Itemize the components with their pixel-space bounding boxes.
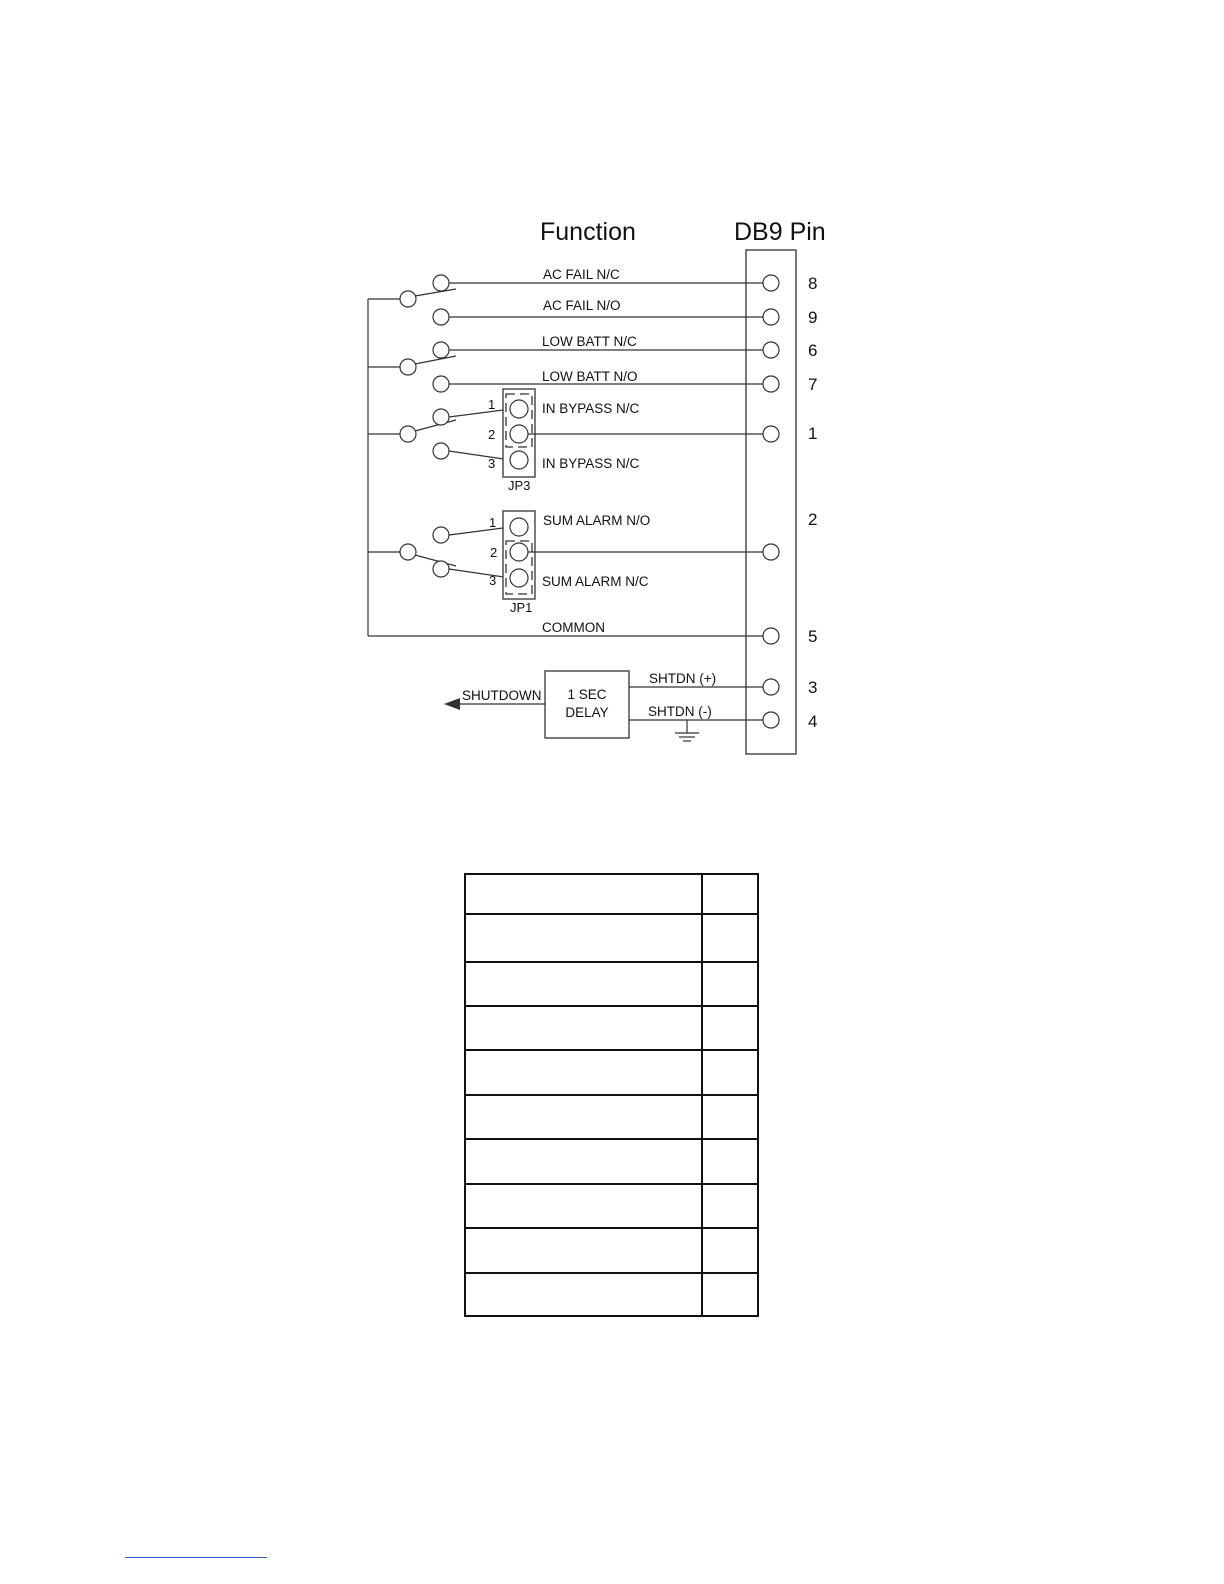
table-cell	[702, 1228, 758, 1273]
db9-pin-2-contact	[763, 544, 779, 560]
table-cell	[702, 1006, 758, 1050]
jp3-pin-1	[510, 400, 528, 418]
table-row	[465, 1139, 758, 1184]
table-cell	[702, 962, 758, 1006]
table-cell	[702, 1139, 758, 1184]
table-cell	[465, 1139, 702, 1184]
table-cell	[702, 1184, 758, 1228]
label-shtdn-minus: SHTDN (-)	[648, 704, 712, 719]
table-cell	[465, 1095, 702, 1139]
table-cell	[465, 962, 702, 1006]
jp1-label: JP1	[510, 600, 533, 615]
table-row	[465, 874, 758, 914]
table-cell	[702, 1095, 758, 1139]
low-batt-no-contact	[433, 376, 449, 392]
pin-number-3: 3	[808, 678, 818, 697]
label-shutdown: SHUTDOWN	[462, 688, 542, 703]
pin-number-4: 4	[808, 712, 818, 731]
jp3-pin-3	[510, 451, 528, 469]
pin-number-6: 6	[808, 341, 818, 360]
in-bypass-contact-a	[433, 409, 449, 425]
label-shtdn-plus: SHTDN (+)	[649, 671, 717, 686]
table-cell	[702, 874, 758, 914]
jp3-pin-2	[510, 425, 528, 443]
jp1-pin-1-label: 1	[489, 515, 497, 530]
sum-alarm-contact-b	[433, 561, 449, 577]
label-sum-alarm-nc: SUM ALARM N/C	[542, 574, 649, 589]
db9-pin-9-contact	[763, 309, 779, 325]
sum-alarm-contact-a	[433, 527, 449, 543]
pin-number-5: 5	[808, 627, 818, 646]
table-cell	[465, 874, 702, 914]
pin-number-8: 8	[808, 274, 818, 293]
ac-fail-no-contact	[433, 309, 449, 325]
db9-pin-6-contact	[763, 342, 779, 358]
pin-number-9: 9	[808, 308, 818, 327]
ac-fail-nc-contact	[433, 275, 449, 291]
table-cell	[465, 914, 702, 962]
label-ac-fail-no: AC FAIL N/O	[543, 298, 621, 313]
sum-alarm-common-contact	[400, 544, 416, 560]
delay-line-2: DELAY	[565, 705, 609, 720]
table-row	[465, 1273, 758, 1316]
jp1-pin-2-label: 2	[490, 545, 498, 560]
table-cell	[465, 1050, 702, 1095]
jp3-pin-1-label: 1	[488, 397, 496, 412]
table-row	[465, 1184, 758, 1228]
pin-number-1: 1	[808, 424, 818, 443]
db9-pin-4-contact	[763, 712, 779, 728]
jp3-label: JP3	[508, 478, 531, 493]
low-batt-nc-contact	[433, 342, 449, 358]
jp1-pin-2	[510, 543, 528, 561]
pin-function-table	[464, 873, 759, 1317]
jp3-pin-2-label: 2	[488, 427, 496, 442]
table-cell	[702, 914, 758, 962]
pin-number-7: 7	[808, 375, 818, 394]
shutdown-arrow-icon	[444, 698, 460, 710]
table-row	[465, 1095, 758, 1139]
label-ac-fail-nc: AC FAIL N/C	[543, 267, 620, 282]
in-bypass-contact-b	[433, 443, 449, 459]
table-row	[465, 962, 758, 1006]
label-sum-alarm-no: SUM ALARM N/O	[543, 513, 651, 528]
db9-pin-8-contact	[763, 275, 779, 291]
common-bus	[368, 299, 400, 636]
db9-pin-header: DB9 Pin	[734, 218, 826, 246]
delay-line-1: 1 SEC	[567, 687, 607, 702]
table-row	[465, 1050, 758, 1095]
low-batt-common-contact	[400, 359, 416, 375]
in-bypass-common-contact	[400, 426, 416, 442]
label-low-batt-no: LOW BATT N/O	[542, 369, 638, 384]
jp1-pin-1	[510, 518, 528, 536]
table-cell	[702, 1050, 758, 1095]
table-row	[465, 914, 758, 962]
label-common: COMMON	[542, 620, 605, 635]
label-low-batt-nc: LOW BATT N/C	[542, 334, 637, 349]
function-header: Function	[540, 218, 636, 246]
label-in-bypass-bottom: IN BYPASS N/C	[542, 456, 640, 471]
low-batt-relay	[400, 342, 763, 392]
ac-fail-common-contact	[400, 291, 416, 307]
db9-pin-5-contact	[763, 628, 779, 644]
table-cell	[702, 1273, 758, 1316]
jp1-pin-3	[510, 569, 528, 587]
table-row	[465, 1228, 758, 1273]
jp3-pin-3-label: 3	[488, 456, 496, 471]
db9-pin-1-contact	[763, 426, 779, 442]
table-cell	[465, 1228, 702, 1273]
footer-link-underline[interactable]	[125, 1557, 267, 1558]
jp1-pin-3-label: 3	[489, 573, 497, 588]
table-cell	[465, 1006, 702, 1050]
pin-number-2: 2	[808, 510, 818, 529]
table-cell	[465, 1184, 702, 1228]
db9-pin-7-contact	[763, 376, 779, 392]
table-cell	[465, 1273, 702, 1316]
db9-pin-3-contact	[763, 679, 779, 695]
ground-icon	[675, 720, 699, 741]
table-row	[465, 1006, 758, 1050]
label-in-bypass-top: IN BYPASS N/C	[542, 401, 640, 416]
